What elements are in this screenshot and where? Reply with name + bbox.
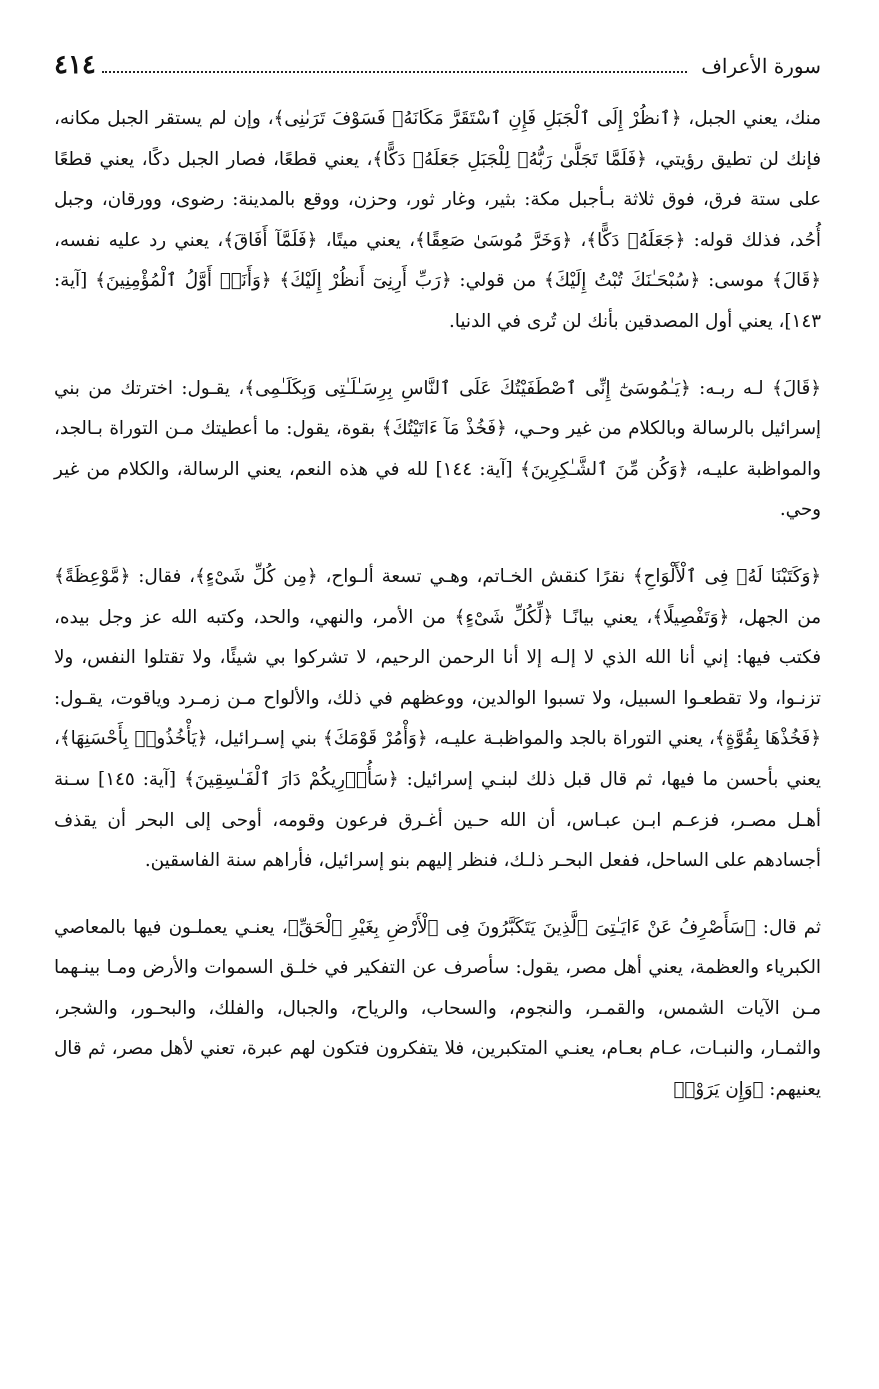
header-dotted-leader [102,70,687,73]
surah-title: سورة الأعراف [701,54,821,78]
paragraph-2: ﴿قَالَ﴾ لـه ربـه: ﴿يَـٰمُوسَىٰٓ إِنِّى ٱصْطَفَيْتُكَ عَلَى ٱلنَّاسِ بِرِسَـٰلَـٰتِى وَبِكَلَـٰمِى﴾، يقـول: اخترتك من بني إسرائيل بالرسالة وبالكلام من غير وحـي، ﴿فَخُذْ مَآ ءَاتَيْتُكَ﴾ بقوة، يقول: ما أعطيتك مـن التوراة بـالجد، والمواظبة عليـه، ﴿وَكُن مِّنَ ٱلشَّـٰكِرِينَ﴾ [آية: ١٤٤] لله في هذه النعم، يعني الرسالة، والكلام من غير وحي. [54,377,822,521]
paragraph-3: ﴿وَكَتَبْنَا لَهُۥ فِى ٱلْأَلْوَاحِ﴾ نقرًا كنقش الخـاتم، وهـي تسعة ألـواح، ﴿مِن كُلِّ شَىْءٍ﴾، فقال: ﴿مَّوْعِظَةً﴾ من الجهل، ﴿وَتَفْصِيلًا﴾، يعني بيانًـا ﴿لِّكُلِّ شَىْءٍ﴾ من الأمر، والنهي، والحد، وكتبه الله عز وجل بيده، فكتب فيها: إني أنا الله الذي لا إلـه إلا أنا الرحمن الرحيم، لا تشركوا بي شيئًا، ولا تقتلوا النفس، ولا تزنـوا، ولا تقطعـوا السبيل، ولا تسبوا الوالدين، ووعظهم في ذلك، والألواح مـن زمـرد وياقوت، يقـول: ﴿فَخُذْهَا بِقُوَّةٍ﴾، يعني التوراة بالجد والمواظبـة عليـه، ﴿وَأْمُرْ قَوْمَكَ﴾ بني إسـرائيل، ﴿يَأْخُذُوا۟ بِأَحْسَنِهَا﴾، يعني بأحسن ما فيها، ثم قال قبل ذلك لبنـي إسرائيل: ﴿سَأُو۟رِيكُمْ دَارَ ٱلْفَـٰسِقِينَ﴾ [آية: ١٤٥] سـنة أهـل مصـر، فزعـم ابـن عبـاس، أن الله حـين أغـرق فرعون وقومه، أوحى إلى البحر أن يقذف أجسادهم على الساحل، ففعل البحـر ذلـك، فنظر إليهم بنو إسرائيل، فأراهم سنة الفاسقين. [54,565,822,872]
page-number: ٤١٤ [54,50,96,80]
paragraph-4: ثم قال: ﴿سَأَصْرِفُ عَنْ ءَايَـٰتِىَ ٱلَّذِينَ يَتَكَبَّرُونَ فِى ٱلْأَرْضِ بِغَيْرِ ٱلْحَقِّ﴾، يعنـي يعملـون فيها بالمعاصي الكبرياء والعظمة، يعني أهل مصر، يقول: سأصرف عن التفكير في خلـق السموات والأرض ومـا بينـهما مـن الآيات الشمس، والقمـر، والنجوم، والسحاب، والرياح، والجبال، والفلك، والبحـور، والشجر، والثمـار، والنبـات، عـام بعـام، يعنـي المتكبرين، فلا يتفكرون فتكون لهم عبرة، تعني لأهل مصر، ثم قال يعنيهم: ﴿وَإِن يَرَوْا۟ [54,916,821,1101]
paragraph-1: منك، يعني الجبل، ﴿ٱنظُرْ إِلَى ٱلْجَبَلِ فَإِنِ ٱسْتَقَرَّ مَكَانَهُۥ فَسَوْفَ تَرَىٰنِى﴾، وإن لم يستقر الجبل مكانه، فإنك لن تطيق رؤيتي، ﴿فَلَمَّا تَجَلَّىٰ رَبُّهُۥ لِلْجَبَلِ جَعَلَهُۥ دَكًّا﴾، يعني قطعًا، فصار الجبل دكًا، يعني قطعًا على ستة فرق، فوق ثلاثة بـأجبل مكة: بثير، وغار ثور، وحزن، ووقع بالمدينة: رضوى، وورقان، وجبل أُحُد، فذلك قوله: ﴿جَعَلَهُۥ دَكًّا﴾، ﴿وَخَرَّ مُوسَىٰ صَعِقًا﴾، يعني ميتًا، ﴿فَلَمَّآ أَفَاقَ﴾، يعني رد عليه نفسه، ﴿قَالَ﴾ موسى: ﴿سُبْحَـٰنَكَ تُبْتُ إِلَيْكَ﴾ من قولي: ﴿رَبِّ أَرِنِىٓ أَنظُرْ إِلَيْكَ﴾ ﴿وَأَنَا۠ أَوَّلُ ٱلْمُؤْمِنِينَ﴾ [آية: ١٤٣]، يعني أول المصدقين بأنك لن تُرى في الدنيا. [54,108,821,332]
page-header [54,50,821,85]
